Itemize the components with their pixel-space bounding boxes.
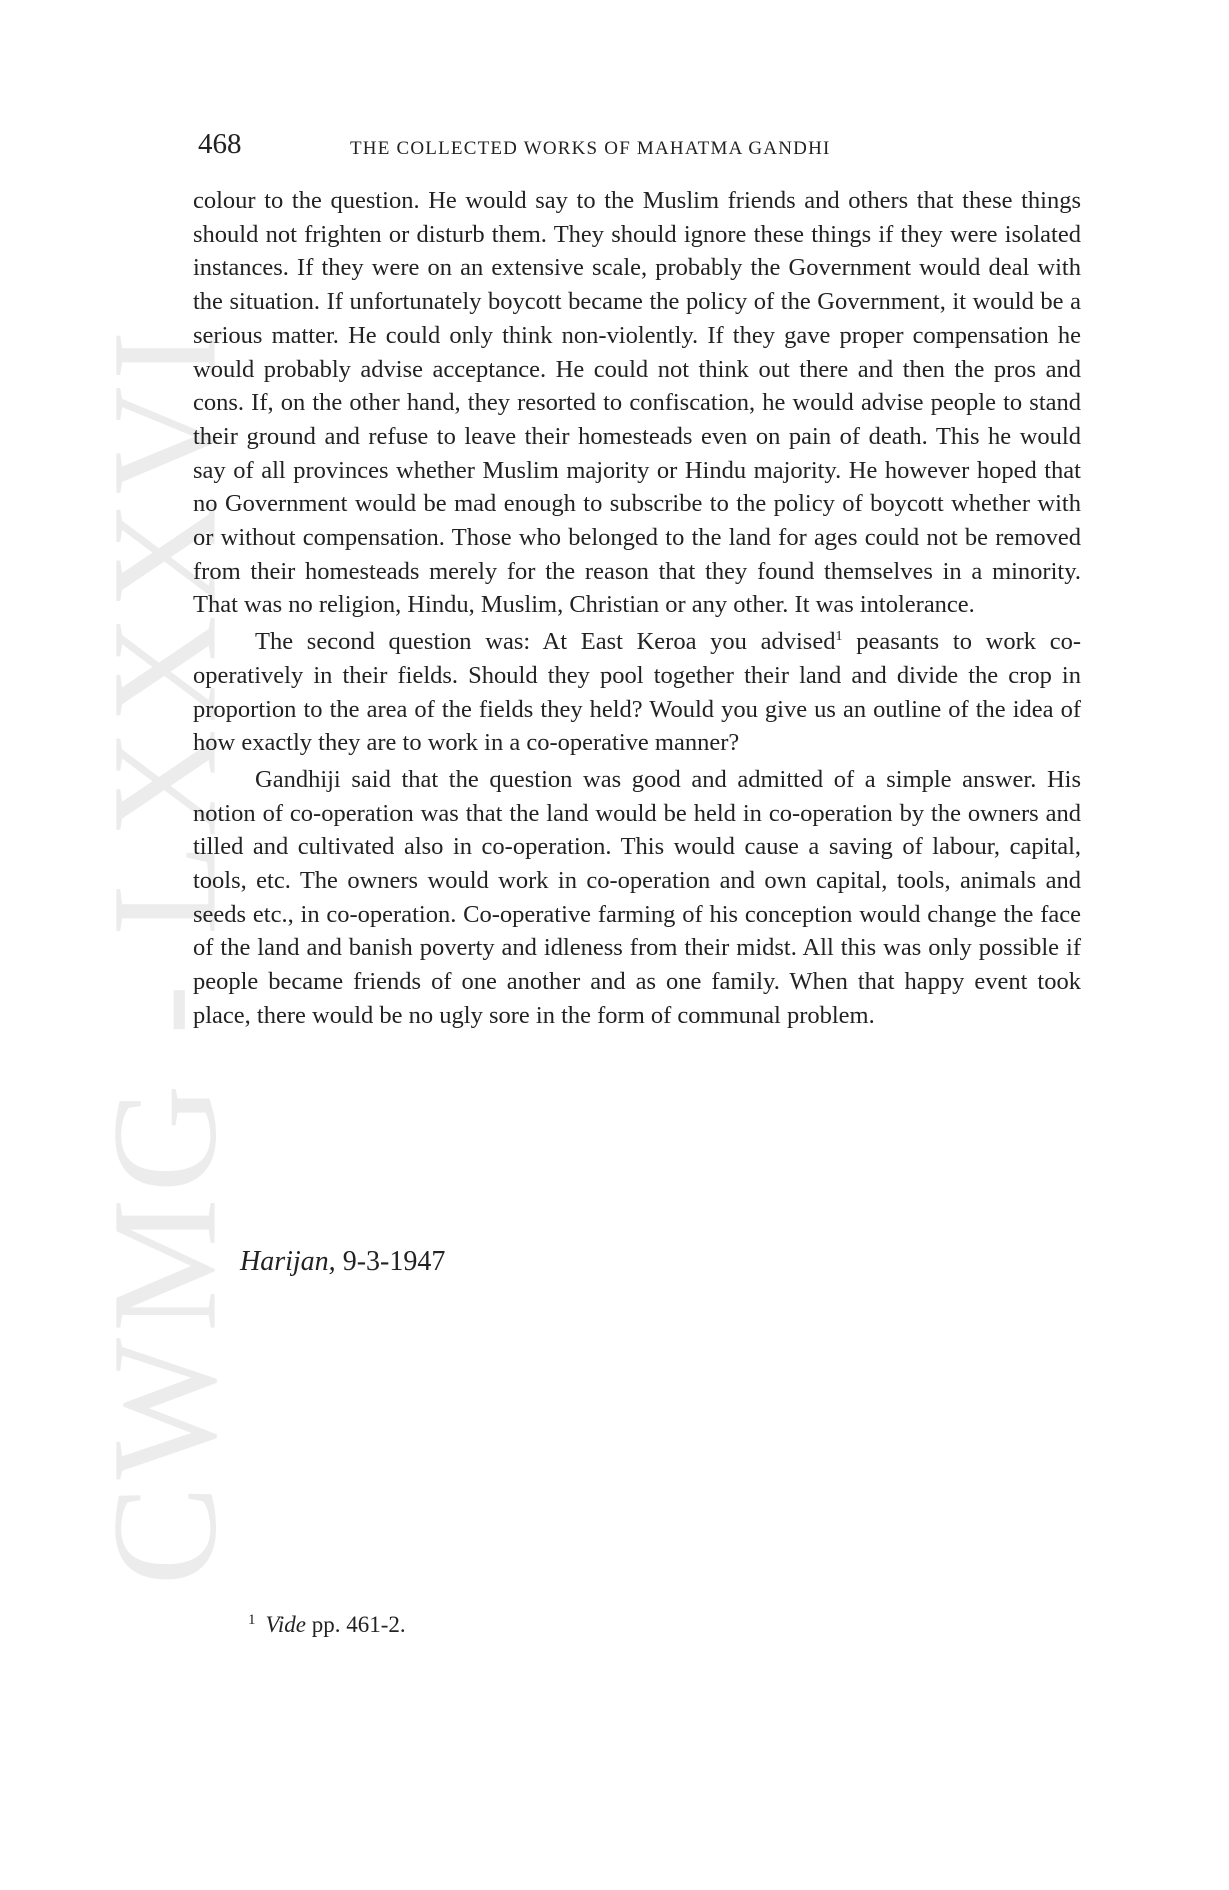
running-title: THE COLLECTED WORKS OF MAHATMA GANDHI [350,138,831,159]
page-header [198,128,1083,168]
body-text [193,184,1081,1033]
footnote-marker: 1 [248,1612,256,1628]
watermark-text: CWMG - LXXXVI [82,324,248,1586]
page-number: 468 [198,128,242,160]
paragraph-3: Gandhiji said that the question was good and admitted of a simple answer. His notion of co-operation was that the land would be held in co-operation by the owners and tilled and cultivated also in co-operation. This would cause a saving of labour, capital, tools, etc. The owners would work in co-operation and own capital, tools, animals and seeds etc., in co-operation. Co-operative farming of his conception would change the face of the land and banish poverty and idleness from their midst. All this was only possible if people became friends of one another and as one family. When that happy event took place, there would be no ugly sore in the form of communal problem. [193,765,1081,1029]
source-date: 9-3-1947 [342,1246,446,1277]
source-publication: Harijan, [240,1246,336,1277]
paragraph-2-after: peasants to work co-operatively in their fields. Should they pool together their land and divide the crop in proportion to the area of the fields they held? Would you give us an outline of the idea of how exactly they are to work in a co-operative manner? [193,628,1081,757]
paragraph-2-before: The second question was: At East Keroa you advised [255,628,836,656]
paragraph-1: colour to the question. He would say to the Muslim friends and others that these things should not frighten or disturb them. They should ignore these things if they were isolated instances. If they were on an extensive scale, probably the Government would deal with the situation. If unfortunately boycott became the policy of the Government, it would be a serious matter. He could only think non-violently. If they gave proper compensation he would probably advise acceptance. He could not think out there and then the pros and cons. If, on the other hand, they resorted to confiscation, he would advise people to stand their ground and refuse to leave their homesteads even on pain of death. This he would say of all provinces whether Muslim majority or Hindu majority. He however hoped that no Government would be mad enough to subscribe to the policy of boycott whether with or without compensation. Those who belonged to the land for ages could not be removed from their homesteads merely for the reason that they found themselves in a minority. That was no religion, Hindu, Muslim, Christian or any other. It was intolerance. [193,187,1081,619]
footnote-reference: 1 [835,629,843,645]
paragraph-2 [193,625,1081,760]
footnote-vide: Vide [265,1612,306,1637]
footnote [248,1612,406,1638]
source-citation [240,1246,445,1278]
footnote-text: pp. 461-2. [311,1612,406,1637]
